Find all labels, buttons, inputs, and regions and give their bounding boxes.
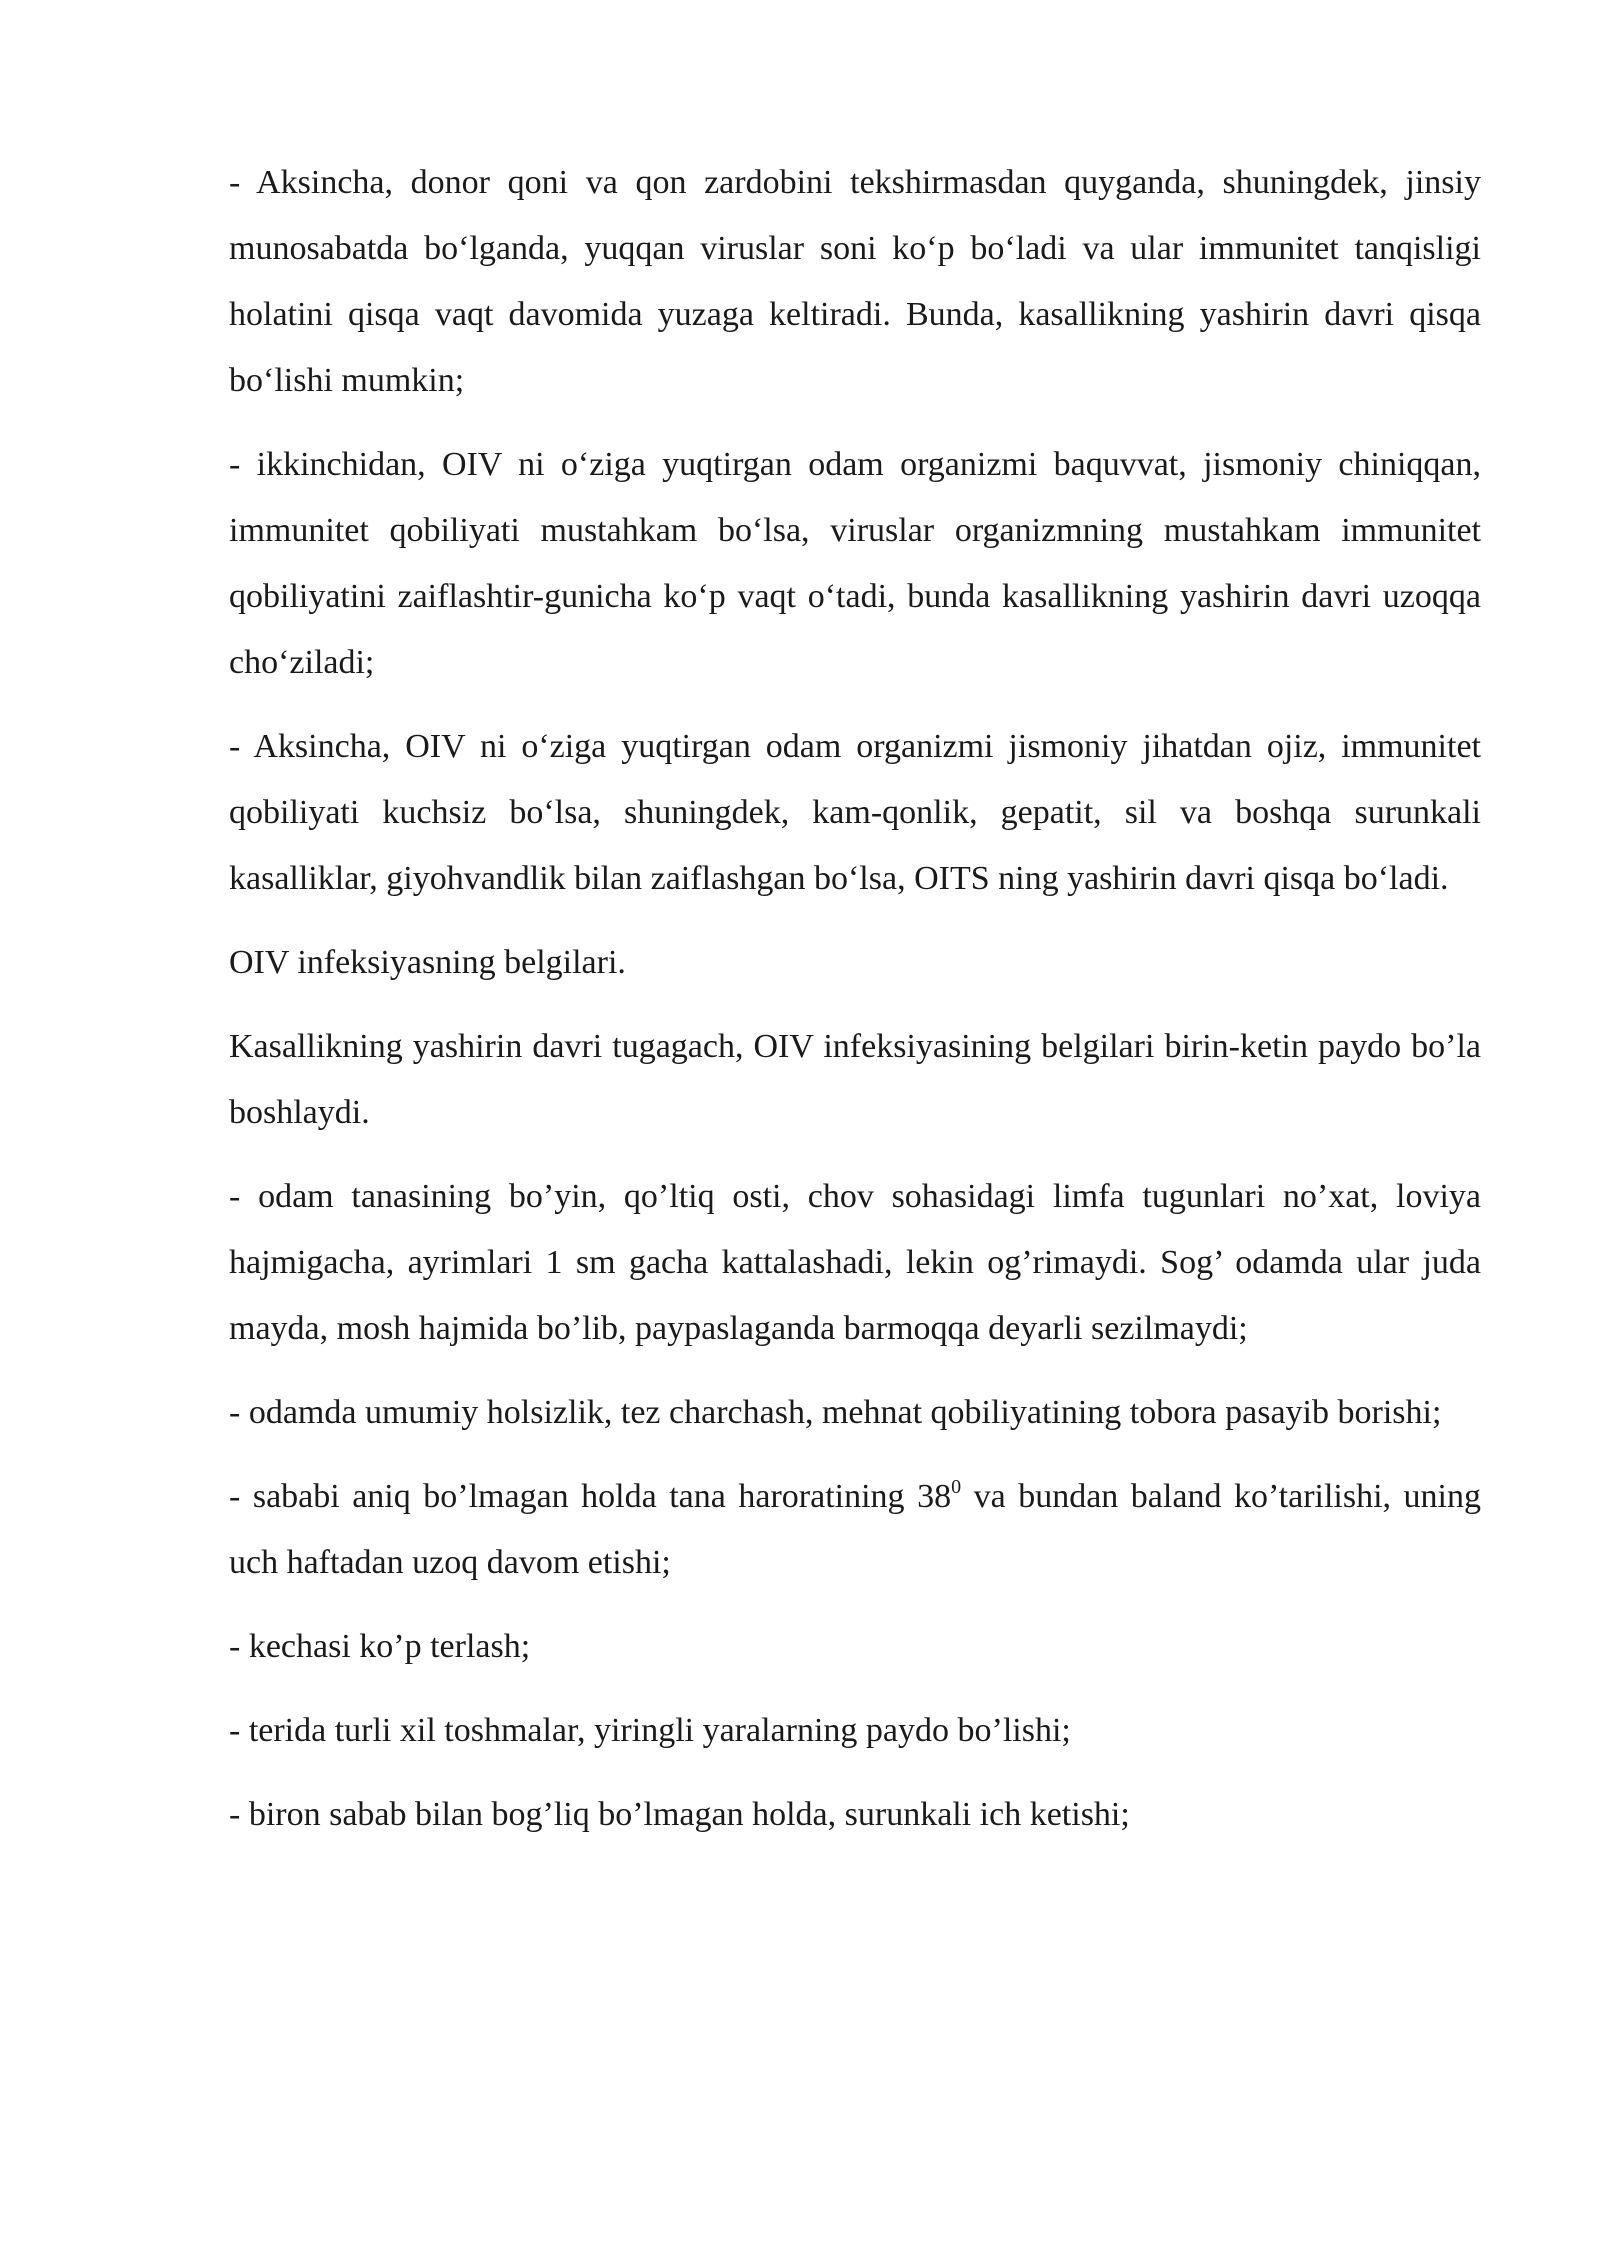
list-item-diarrhea: - biron sabab bilan bog’liq bo’lmagan holda, surunkali ich ketishi; bbox=[229, 1796, 1130, 1833]
list-item-lymph-nodes: - odam tanasining bo’yin, qo’ltiq osti, chov sohasidagi limfa tugunlari no’xat, loviya hajmigacha, ayrimlari 1 sm gacha kattalashadi, lekin og’rimaydi. Sog’ odamda ular juda mayda, mosh hajmida bo’lib, paypaslaganda barmoqqa deyarli sezilmaydi; bbox=[229, 1178, 1481, 1347]
list-item-skin-rash: - terida turli xil toshmalar, yiringli yaralarning paydo bo’lishi; bbox=[229, 1712, 1071, 1749]
paragraph-weak-immunity: - Aksincha, OIV ni o‘ziga yuqtirgan odam organizmi jismoniy jihatdan ojiz, immunitet qobiliyati kuchsiz bo‘lsa, shuningdek, kam-qonlik, gepatit, sil va boshqa surunkali kasalliklar, giyohvandlik bilan zaiflashgan bo‘lsa, OITS ning yashirin davri qisqa bo‘ladi. bbox=[229, 728, 1481, 897]
paragraph-strong-immunity: - ikkinchidan, OIV ni o‘ziga yuqtirgan odam organizmi baquvvat, jismoniy chiniqqan, immunitet qobiliyati mustahkam bo‘lsa, viruslar organizmning mustahkam immunitet qobiliyatini zaiflashtir-gunicha ko‘p vaqt o‘tadi, bunda kasallikning yashirin davri uzoqqa cho‘ziladi; bbox=[229, 446, 1481, 681]
list-item-night-sweats: - kechasi ko’p terlash; bbox=[229, 1628, 531, 1665]
list-item-weakness: - odamda umumiy holsizlik, tez charchash, mehnat qobiliyatining tobora pasayib borishi; bbox=[229, 1394, 1442, 1431]
paragraph-symptoms-intro: Kasallikning yashirin davri tugagach, OIV infeksiyasining belgilari birin-ketin paydo bo’la boshlaydi. bbox=[229, 1028, 1481, 1131]
section-heading-symptoms: OIV infeksiyasning belgilari. bbox=[229, 944, 626, 981]
degree-superscript: 0 bbox=[951, 1476, 962, 1498]
fever-text-before: - sababi aniq bo’lmagan holda tana haroratining 38 bbox=[229, 1478, 952, 1515]
list-item-fever bbox=[229, 1464, 1481, 1596]
fever-text-after: va bundan baland ko’tarilishi, uning uch haftadan uzoq davom etishi; bbox=[229, 1478, 1482, 1581]
document-body bbox=[229, 150, 1481, 1848]
paragraph-donor-blood: - Aksincha, donor qoni va qon zardobini tekshirmasdan quyganda, shuningdek, jinsiy munosabatda bo‘lganda, yuqqan viruslar soni ko‘p bo‘ladi va ular immunitet tanqisligi holatini qisqa vaqt davomida yuzaga keltiradi. Bunda, kasallikning yashirin davri qisqa bo‘lishi mumkin; bbox=[229, 164, 1481, 399]
